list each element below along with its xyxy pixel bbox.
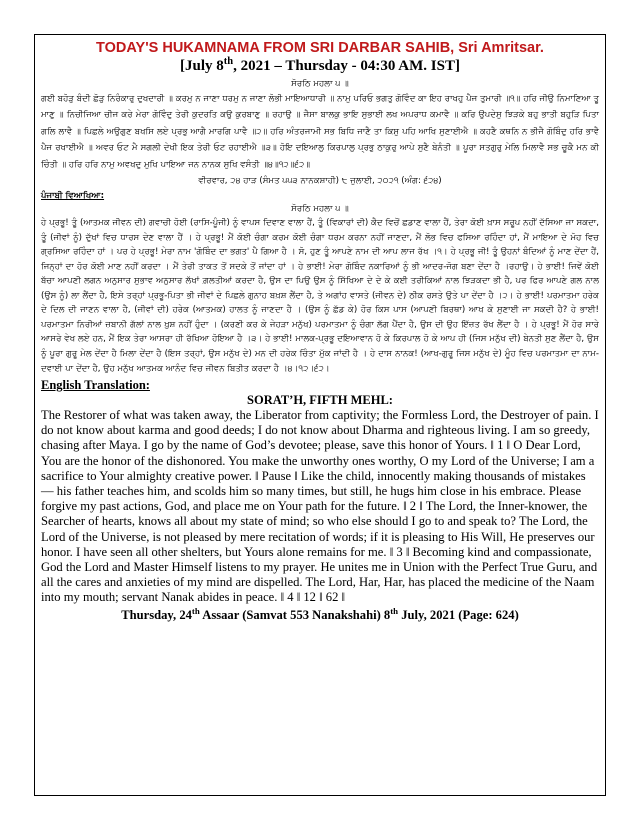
date-sup: th bbox=[223, 56, 234, 67]
footer-pre: Thursday, 24 bbox=[121, 607, 192, 622]
punjabi-vyakhya-text: ਹੇ ਪ੍ਰਭੂ! ਤੂੰ (ਆਤਮਕ ਜੀਵਨ ਦੀ) ਗਵਾਚੀ ਹੋਈ (ਰਾਸਿ-ਪੂੰਜੀ) ਨੂੰ ਵਾਪਸ ਦਿਵਾਣ ਵਾਲਾ ਹੈਂ, ਤੂੰ (ਵਿਕਾਰਾਂ ਦੀ) ਕੈਦ ਵਿਚੋਂ ਛਡਾਣ ਵਾਲਾ ਹੈਂ, ਤੇਰਾ ਕੋਈ ਖ਼ਾਸ ਸਰੂਪ ਨਹੀਂ ਦੱਸਿਆ ਜਾ ਸਕਦਾ, ਤੂੰ (ਜੀਵਾਂ ਨੂੰ) ਦੁੱਖਾਂ ਵਿਚ ਧਾਰਸ ਦੇਣ ਵਾਲਾ ਹੈਂ । ਹੇ ਪ੍ਰਭੂ! ਮੈਂ ਕੋਈ ਚੰਗਾ ਕਰਮ ਕੋਈ ਚੰਗਾ ਧਰਮ ਕਰਨਾ ਨਹੀਂ ਜਾਣਦਾ, ਮੈਂ ਲੋਭ ਵਿਚ ਫਸਿਆ ਰਹਿੰਦਾ ਹਾਂ, ਮੈਂ ਮਾਇਆ ਦੇ ਮੋਹ ਵਿਚ ਗ੍ਰਸਿਆ ਰਹਿੰਦਾ ਹਾਂ । ਪਰ ਹੇ ਪ੍ਰਭੂ! ਮੇਰਾ ਨਾਮ 'ਗੋਬਿੰਦ ਦਾ ਭਗਤ' ਪੈ ਗਿਆ ਹੈ । ਸੋ, ਹੁਣ ਤੂੰ ਆਪਣੇ ਨਾਮ ਦੀ ਆਪ ਲਾਜ ਰੱਖ ।੧। ਹੇ ਪ੍ਰਭੂ ਜੀ! ਤੂੰ ਉਹਨਾਂ ਬੰਦਿਆਂ ਨੂੰ ਮਾਣ ਦੇਂਦਾ ਹੈਂ, ਜਿਨ੍ਹਾਂ ਦਾ ਹੋਰ ਕੋਈ ਮਾਣ ਨਹੀਂ ਕਰਦਾ । ਮੈਂ ਤੇਰੀ ਤਾਕਤ ਤੋਂ ਸਦਕੇ ਤੋਂ ਜਾਂਦਾ ਹਾਂ । ਹੇ ਭਾਈ! ਮੇਰਾ ਗੋਬਿੰਦ ਨਕਾਰਿਆਂ ਨੂੰ ਭੀ ਆਦਰ-ਜੋਗ ਬਣਾ ਦੇਂਦਾ ਹੈ ।ਰਹਾਉ। ਹੇ ਭਾਈ! ਜਿਵੇਂ ਕੋਈ ਬੱਚਾ ਆਪਣੀ ਲਗਨ ਅਨੁਸਾਰ ਸੁਭਾਵ ਅਨੁਸਾਰ ਲੱਖਾਂ ਗ਼ਲਤੀਆਂ ਕਰਦਾ ਹੈ, ਉਸ ਦਾ ਪਿਉ ਉਸ ਨੂੰ ਸਿੱਖਿਆ ਦੇ ਦੇ ਕੇ ਕਈ ਤਰੀਕਿਆਂ ਨਾਲ ਝਿੜਕਦਾ ਭੀ ਹੈ, ਪਰ ਫਿਰ ਆਪਣੇ ਗਲ ਨਾਲ (ਉਸ ਨੂੰ) ਲਾ ਲੈਂਦਾ ਹੈ, ਇਸੇ ਤਰ੍ਹਾਂ ਪ੍ਰਭੂ-ਪਿਤਾ ਭੀ ਜੀਵਾਂ ਦੇ ਪਿਛਲੇ ਗੁਨਾਹ ਬਖ਼ਸ਼ ਲੈਂਦਾ ਹੈ, ਤੇ ਅਗਾਂਹ ਵਾਸਤੇ (ਜੀਵਨ ਦੇ) ਠੀਕ ਰਸਤੇ ਉਤੇ ਪਾ ਦੇਂਦਾ ਹੈ ।੨। ਹੇ ਭਾਈ! ਪਰਮਾਤਮਾ ਹਰੇਕ ਦੇ ਦਿਲ ਦੀ ਜਾਣਨ ਵਾਲਾ ਹੈ, (ਜੀਵਾਂ ਦੀ) ਹਰੇਕ (ਆਤਮਕ) ਹਾਲਤ ਨੂੰ ਜਾਣਦਾ ਹੈ । (ਉਸ ਨੂੰ ਛੱਡ ਕੇ) ਹੋਰ ਕਿਸ ਪਾਸ (ਆਪਣੀ ਬਿਰਥਾ) ਆਖ ਕੇ ਸੁਣਾਈ ਜਾ ਸਕਦੀ ਹੈ? ਹੇ ਭਾਈ! ਪਰਮਾਤਮਾ ਨਿਰੀਆਂ ਜ਼ਬਾਨੀ ਗੱਲਾਂ ਨਾਲ ਖ਼ੁਸ਼ ਨਹੀਂ ਹੁੰਦਾ । (ਕਰਣੀ ਕਰ ਕੇ ਜੇਹੜਾ ਮਨੁੱਖ) ਪਰਮਾਤਮਾ ਨੂੰ ਚੰਗਾ ਲੱਗ ਪੈਂਦਾ ਹੈ, ਉਸ ਦੀ ਉਹ ਇੱਜ਼ਤ ਰੱਖ ਲੈਂਦਾ ਹੈ । ਹੇ ਪ੍ਰਭੂ! ਮੈਂ ਹੋਰ ਸਾਰੇ ਆਸਰੇ ਵੇਖ ਲਏ ਹਨ, ਮੈਂ ਇਕ ਤੇਰਾ ਆਸਰਾ ਹੀ ਰੱਖਿਆ ਹੋਇਆ ਹੈ ।੩। ਹੇ ਭਾਈ! ਮਾਲਕ-ਪ੍ਰਭੂ ਦਇਆਵਾਨ ਹੋ ਕੇ ਕਿਰਪਾਲ ਹੋ ਕੇ ਆਪ ਹੀ (ਜਿਸ ਮਨੁੱਖ ਦੀ) ਬੇਨਤੀ ਸੁਣ ਲੈਂਦਾ ਹੈ, ਉਸ ਨੂੰ ਪੂਰਾ ਗੁਰੂ ਮੇਲ ਦੇਂਦਾ ਹੈ ਮਿਲਾ ਦੇਂਦਾ ਹੈ (ਇਸ ਤਰ੍ਹਾਂ, ਉਸ ਮਨੁੱਖ ਦੇ) ਮਨ ਦੀ ਹਰੇਕ ਚਿੰਤਾ ਮੁੱਕ ਜਾਂਦੀ ਹੈ । ਹੇ ਦਾਸ ਨਾਨਕ! (ਆਖ-ਗੁਰੂ ਜਿਸ ਮਨੁੱਖ ਦੇ) ਮੂੰਹ ਵਿਚ ਪਰਮਾਤਮਾ ਦਾ ਨਾਮ-ਦਵਾਈ ਪਾ ਦੇਂਦਾ ਹੈ, ਉਹ ਮਨੁੱਖ ਆਤਮਕ ਆਨੰਦ ਵਿਚ ਜੀਵਨ ਬਿਤੀਤ ਕਰਦਾ ਹੈ ।੪।੧੨।੬੨। bbox=[41, 218, 599, 374]
english-translation-label: English Translation: bbox=[41, 378, 150, 393]
english-translation-text: The Restorer of what was taken away, the Liberator from captivity; the Formless Lord, the Destroyer of pain. I do not know about karma and good deeds; I do not know about Dharma and righteous living. I am so greedy, chasing after Maya. I go by the name of God’s devotee; please, save this honor of Yours. ‖ 1 ‖ O Dear Lord, You are the honor of the dishonored. You make the unworthy ones worthy, O my Lord of the Universe; I am a sacrifice to Your almighty creative power. ‖ Pause ‖ Like the child, innocently making thousands of mistakes — his father teaches him, and scolds him so many times, but still, he hugs him close in his embrace. Please forgive my past actions, God, and place me on Your path for the future. ‖ 2 ‖ The Lord, the Inner-knower, the Searcher of hearts, knows all about my state of mind; so who else should I go to and speak to? The Lord, the Lord of the Universe, is not pleased by mere recitation of words; if it is pleasing to His Will, He preserves our honor. I have seen all other shelters, but Yours alone remains for me. ‖ 3 ‖ Becoming kind and compassionate, God the Lord and Master Himself listens to my prayer. He unites me in Union with the Perfect True Guru, and all the cares and anxieties of my mind are dispelled. The Lord, Har, Har, has placed the medicine of the Naam into my mouth; servant Nanak abides in peace. ‖ 4 ‖ 12 ‖ 62 ‖ bbox=[41, 408, 599, 605]
date-line bbox=[41, 57, 599, 75]
gurbani-heading: ਸੋਰਠਿ ਮਹਲਾ ੫ ॥ bbox=[291, 79, 349, 89]
page-title: TODAY'S HUKAMNAMA FROM SRI DARBAR SAHIB, Sri Amritsar. bbox=[96, 40, 544, 56]
gurbani-text: ਗਈ ਬਹੋੜੁ ਬੰਦੀ ਛੋੜੁ ਨਿਰੰਕਾਰੁ ਦੁਖਦਾਰੀ ॥ ਕਰਮੁ ਨ ਜਾਣਾ ਧਰਮੁ ਨ ਜਾਣਾ ਲੋਭੀ ਮਾਇਆਧਾਰੀ ॥ ਨਾਮੁ ਪਰਿਓ ਭਗਤੁ ਗੋਵਿੰਦ ਕਾ ਇਹ ਰਾਖਹੁ ਪੈਜ ਤੁਮਾਰੀ ॥੧॥ ਹਰਿ ਜੀਉ ਨਿਮਾਣਿਆ ਤੂ ਮਾਣੁ ॥ ਨਿਚੀਜਿਆ ਚੀਜ ਕਰੇ ਮੇਰਾ ਗੋਵਿੰਦੁ ਤੇਰੀ ਕੁਦਰਤਿ ਕਉ ਕੁਰਬਾਣੁ ॥ ਰਹਾਉ ॥ ਜੈਸਾ ਬਾਲਕੁ ਭਾਇ ਸੁਭਾਈ ਲਖ ਅਪਰਾਧ ਕਮਾਵੈ ॥ ਕਰਿ ਉਪਦੇਸੁ ਝਿੜਕੇ ਬਹੁ ਭਾਤੀ ਬਹੁੜਿ ਪਿਤਾ ਗਲਿ ਲਾਵੈ ॥ ਪਿਛਲੇ ਅਉਗੁਣ ਬਖਸਿ ਲਏ ਪ੍ਰਭੁ ਆਗੈ ਮਾਰਗਿ ਪਾਵੈ ॥੨॥ ਹਰਿ ਅੰਤਰਜਾਮੀ ਸਭ ਬਿਧਿ ਜਾਣੈ ਤਾ ਕਿਸੁ ਪਹਿ ਆਖਿ ਸੁਣਾਈਐ ॥ ਕਹਣੈ ਕਥਨਿ ਨ ਭੀਜੈ ਗੋਬਿੰਦੁ ਹਰਿ ਭਾਵੈ ਪੈਜ ਰਖਾਈਐ ॥ ਅਵਰ ਓਟ ਮੈ ਸਗਲੀ ਦੇਖੀ ਇਕ ਤੇਰੀ ਓਟ ਰਹਾਈਐ ॥੩॥ ਹੋਇ ਦਇਆਲੁ ਕਿਰਪਾਲੁ ਪ੍ਰਭੁ ਠਾਕੁਰੁ ਆਪੇ ਸੁਣੈ ਬੇਨੰਤੀ ॥ ਪੂਰਾ ਸਤਗੁਰੁ ਮੇਲਿ ਮਿਲਾਵੈ ਸਭ ਚੂਕੈ ਮਨ ਕੀ ਚਿੰਤੀ ॥ ਹਰਿ ਹਰਿ ਨਾਮੁ ਅਵਖਦੁ ਮੁਖਿ ਪਾਇਆ ਜਨ ਨਾਨਕ ਸੁਖਿ ਵਸੰਤੀ ॥੪॥੧੨॥੬੨॥ bbox=[41, 94, 599, 170]
punjabi-vyakhya-label: ਪੰਜਾਬੀ ਵਿਆਖਿਆ: bbox=[41, 191, 105, 202]
english-heading: SORAT’H, FIFTH MEHL: bbox=[247, 393, 393, 408]
footer-post: July, 2021 (Page: 624) bbox=[398, 607, 519, 622]
date-rest: , 2021 – Thursday - 04:30 AM. IST] bbox=[233, 58, 460, 74]
footer-sup-2: th bbox=[390, 605, 399, 616]
document-frame bbox=[34, 34, 606, 796]
gurbani-date: ਵੀਰਵਾਰ, ੨੪ ਹਾੜ (ਸੰਮਤ ੫੫੩ ਨਾਨਕਸ਼ਾਹੀ) ੮ ਜੁਲਾਈ, ੨੦੨੧ (ਅੰਗ: ੬੨੪) bbox=[198, 176, 442, 187]
vyakhya-heading: ਸੋਰਠਿ ਮਹਲਾ ੫ ॥ bbox=[291, 204, 349, 215]
date-open: [July 8 bbox=[180, 58, 224, 74]
footer-mid: Assaar (Samvat 553 Nanakshahi) 8 bbox=[199, 607, 391, 622]
footer-date bbox=[41, 607, 599, 623]
footer-sup-1: th bbox=[191, 605, 200, 616]
